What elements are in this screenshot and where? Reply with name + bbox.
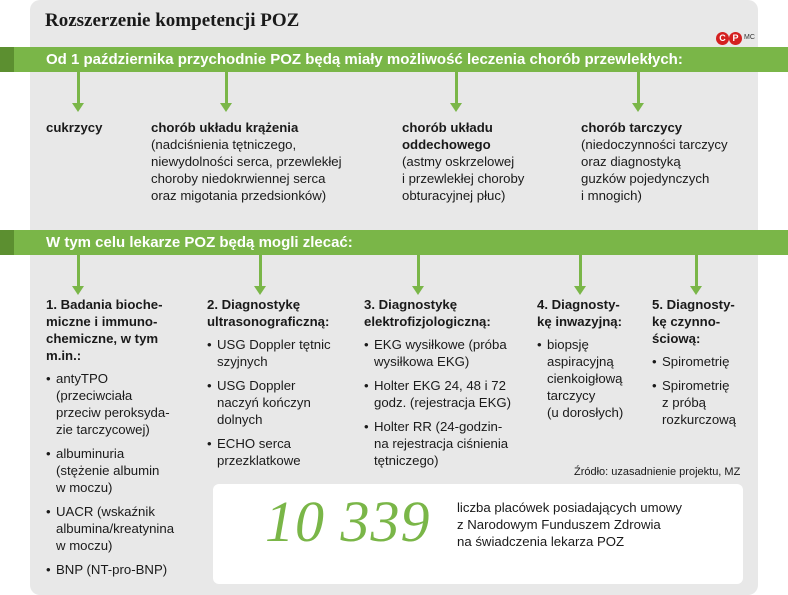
disease-heading: chorób układu krążenia	[151, 120, 299, 135]
diagnostics-column	[364, 296, 534, 476]
disease-heading: chorób tarczycy	[581, 120, 683, 135]
arrow-down-icon	[72, 72, 84, 112]
disease-detail: (astmy oskrzelowej i przewlekłej choroby obturacyjnej płuc)	[402, 154, 525, 203]
diagnostics-list	[537, 336, 647, 421]
logo-p-mark: P	[729, 32, 742, 45]
arrow-down-icon	[220, 72, 232, 112]
logo-label: MC	[744, 34, 755, 41]
arrow-down-icon	[72, 255, 84, 295]
arrow-down-icon	[450, 72, 462, 112]
stat-number: 10 339	[265, 489, 431, 554]
diagnostics-heading: 1. Badania bioche- miczne i immuno- chemiczne, w tym m.in.:	[46, 297, 163, 363]
section2-banner	[0, 230, 788, 255]
diagnostics-heading: 4. Diagnosty- kę inwazyjną:	[537, 297, 623, 329]
list-item: • USG Doppler naczyń kończyn dolnych	[207, 377, 357, 428]
list-item: • antyTPO (przeciwciała przeciw peroksyda- zie tarczycowej)	[46, 370, 206, 438]
arrow-down-icon	[632, 72, 644, 112]
arrow-down-icon	[690, 255, 702, 295]
disease-detail: (nadciśnienia tętniczego, niewydolności serca, przewlekłej choroby niedokrwiennej serca oraz migotania przedsionków)	[151, 137, 342, 203]
diagnostics-list	[46, 370, 206, 578]
list-item: • Holter EKG 24, 48 i 72 godz. (rejestracja EKG)	[364, 377, 534, 411]
disease-heading: chorób układu oddechowego	[402, 120, 493, 152]
section2-banner-text: W tym celu lekarze POZ będą mogli zlecać:	[46, 234, 353, 251]
section1-banner	[0, 47, 788, 72]
logo-c-mark: C	[716, 32, 729, 45]
stat-box	[213, 484, 743, 584]
diagnostics-heading: 5. Diagnosty- kę czynno- ściową:	[652, 297, 735, 346]
diagnostics-column	[207, 296, 357, 476]
arrow-down-icon	[412, 255, 424, 295]
list-item: • ECHO serca przezklatkowe	[207, 435, 357, 469]
source-note: Źródło: uzasadnienie projektu, MZ	[574, 466, 741, 478]
diagnostics-heading: 2. Diagnostykę ultrasonograficzną:	[207, 297, 330, 329]
diagnostics-column	[537, 296, 647, 428]
list-item: • Holter RR (24-godzin- na rejestracja ciśnienia tętniczego)	[364, 418, 534, 469]
diagnostics-column	[46, 296, 206, 585]
list-item: • USG Doppler tętnic szyjnych	[207, 336, 357, 370]
disease-column	[151, 119, 342, 204]
list-item: • UACR (wskaźnik albumina/kreatynina w moczu)	[46, 503, 206, 554]
diagnostics-list	[207, 336, 357, 469]
disease-column	[581, 119, 728, 204]
list-item: • Spirometrię z próbą rozkurczową	[652, 377, 756, 428]
list-item: • biopsję aspiracyjną cienkoigłową tarczycy (u dorosłych)	[537, 336, 647, 421]
publisher-logo	[716, 32, 756, 48]
disease-heading: cukrzycy	[46, 120, 103, 135]
diagnostics-heading: 3. Diagnostykę elektrofizjologiczną:	[364, 297, 491, 329]
list-item: • albuminuria (stężenie albumin w moczu)	[46, 445, 206, 496]
disease-column	[402, 119, 524, 204]
list-item: • EKG wysiłkowe (próba wysiłkowa EKG)	[364, 336, 534, 370]
page-title: Rozszerzenie kompetencji POZ	[45, 10, 300, 31]
arrow-down-icon	[574, 255, 586, 295]
disease-detail: (niedoczynności tarczycy oraz diagnostyką guzków pojedynczych i mnogich)	[581, 137, 728, 203]
arrow-down-icon	[254, 255, 266, 295]
diagnostics-list	[364, 336, 534, 469]
diagnostics-list	[652, 353, 756, 428]
disease-column	[46, 119, 102, 136]
diagnostics-column	[652, 296, 756, 435]
list-item: • Spirometrię	[652, 353, 756, 370]
section1-banner-text: Od 1 października przychodnie POZ będą miały możliwość leczenia chorób przewlekłych:	[46, 51, 683, 68]
stat-description: liczba placówek posiadających umowy z Narodowym Funduszem Zdrowia na świadczenia lekarza POZ	[457, 500, 683, 549]
list-item: • BNP (NT-pro-BNP)	[46, 561, 206, 578]
